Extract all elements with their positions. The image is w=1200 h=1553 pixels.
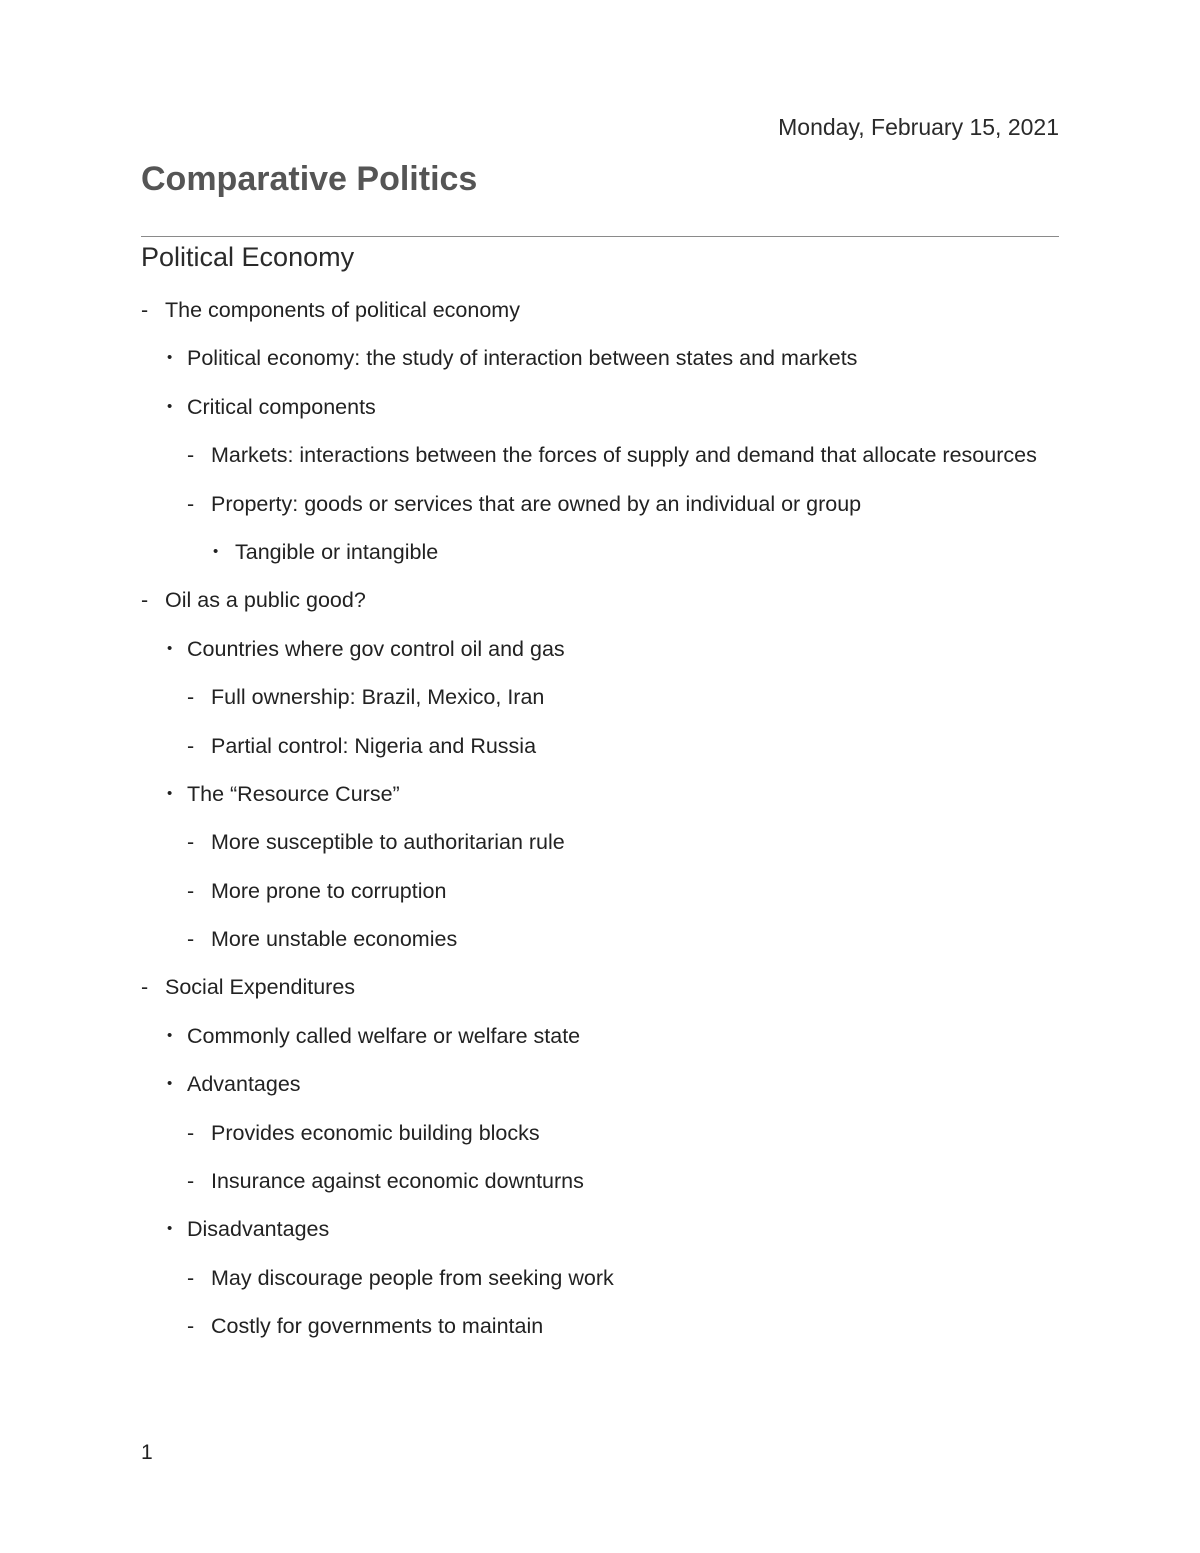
dash-marker: - [187,733,195,758]
list-item-text: The components of political economy [165,298,520,322]
list-item [141,1310,1059,1342]
dash-marker: - [141,588,149,613]
list-item-text: Advantages [187,1072,301,1097]
list-item-text: Critical components [187,394,376,419]
list-item [141,923,1059,955]
list-item-text: The “Resource Curse” [187,781,400,806]
list-item-text: Markets: interactions between the forces of supply and demand that allocate resources [211,443,1037,468]
title-divider [141,236,1059,237]
list-item [141,584,1059,616]
list-item [141,730,1059,762]
bullet-marker: • [167,1075,173,1093]
dash-marker: - [187,1169,195,1194]
list-item [141,1020,1059,1052]
list-item-text: May discourage people from seeking work [211,1265,614,1290]
list-item-text: Provides economic building blocks [211,1120,540,1145]
list-item [141,439,1059,471]
list-item-text: More susceptible to authoritarian rule [211,830,565,855]
list-item [141,342,1059,374]
notes-outline [141,294,1059,1359]
list-item [141,1262,1059,1294]
list-item [141,633,1059,665]
list-item-text: Tangible or intangible [235,539,439,564]
list-item-text: Oil as a public good? [165,588,366,613]
list-item [141,1068,1059,1100]
list-item [141,294,1059,326]
dash-marker: - [187,1265,195,1290]
document-title: Comparative Politics [141,160,478,198]
dash-marker: - [187,830,195,855]
list-item-text: Partial control: Nigeria and Russia [211,733,537,758]
dash-marker: - [187,1314,195,1339]
list-item-text: Disadvantages [187,1217,330,1242]
list-item-text: More prone to corruption [211,878,447,903]
bullet-marker: • [167,784,173,802]
list-item [141,778,1059,810]
bullet-marker: • [167,1026,173,1044]
list-item [141,681,1059,713]
list-item-text: Commonly called welfare or welfare state [187,1023,581,1048]
list-item-text: Insurance against economic downturns [211,1169,584,1194]
section-heading: Political Economy [141,242,355,272]
dash-marker: - [187,443,195,468]
list-item-text: Political economy: the study of interaction between states and markets [187,346,858,371]
list-item-text: Countries where gov control oil and gas [187,636,565,661]
page-number: 1 [141,1441,153,1464]
list-item-text: Property: goods or services that are owned by an individual or group [211,491,862,516]
dash-marker: - [141,975,149,1000]
list-item [141,1213,1059,1245]
dash-marker: - [187,491,195,516]
list-item-text: Full ownership: Brazil, Mexico, Iran [211,685,545,710]
bullet-marker: • [167,397,173,415]
list-item-text: Costly for governments to maintain [211,1314,544,1339]
list-item [141,1165,1059,1197]
list-item [141,875,1059,907]
list-item [141,391,1059,423]
list-item [141,536,1059,568]
bullet-marker: • [167,1220,173,1238]
dash-marker: - [187,927,195,952]
list-item [141,1117,1059,1149]
list-item [141,488,1059,520]
list-item-text: Social Expenditures [165,975,356,1000]
list-item [141,971,1059,1003]
bullet-marker: • [167,349,173,367]
dash-marker: - [187,685,195,710]
list-item [141,826,1059,858]
dash-marker: - [187,878,195,903]
dash-marker: - [187,1120,195,1145]
bullet-marker: • [213,542,219,560]
dash-marker: - [141,298,149,322]
list-item-text: More unstable economies [211,927,458,952]
document-date: Monday, February 15, 2021 [778,114,1059,140]
bullet-marker: • [167,639,173,657]
